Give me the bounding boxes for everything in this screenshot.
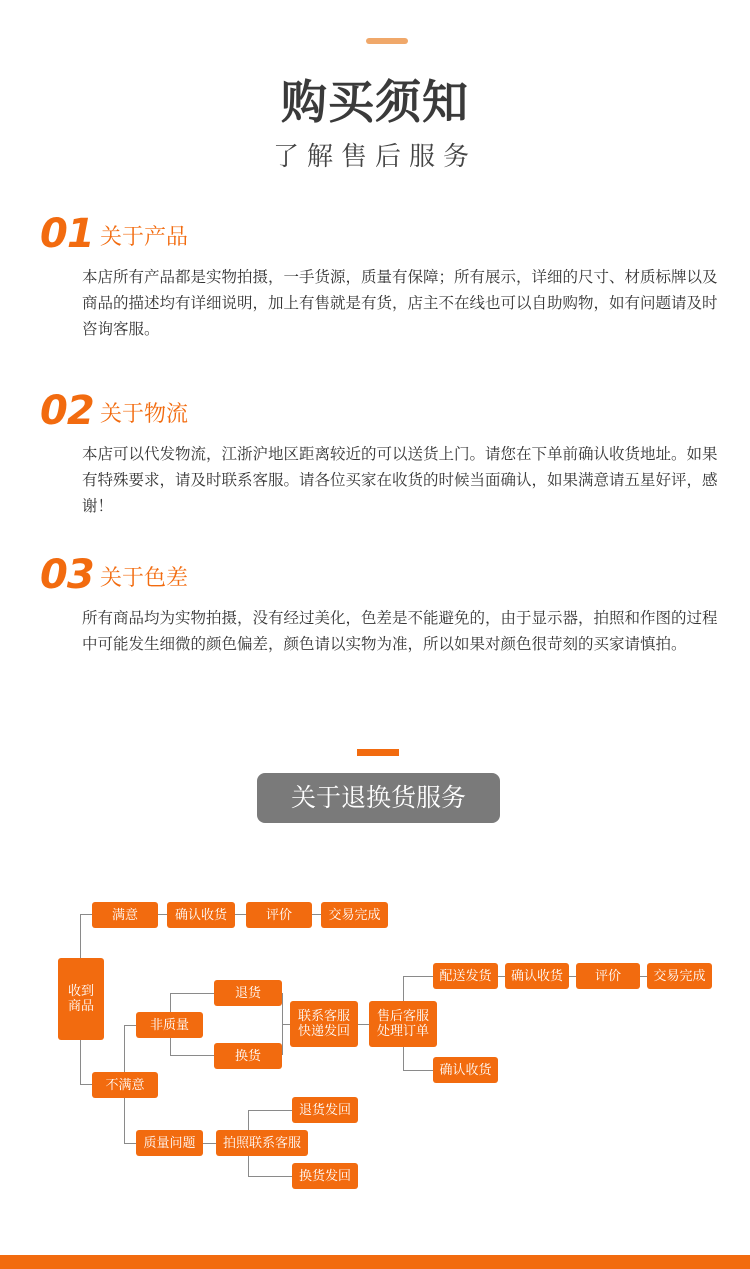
- node-ship: 配送发货: [433, 963, 498, 989]
- node-confirm-receipt: 确认收货: [167, 902, 235, 928]
- node-quality-issue: 质量问题: [136, 1130, 203, 1156]
- footer-accent-bar: [0, 1255, 750, 1269]
- connector: [158, 914, 167, 915]
- node-deal-done: 交易完成: [321, 902, 388, 928]
- page-title: 购买须知: [281, 75, 469, 129]
- node-return: 退货: [214, 980, 282, 1006]
- node-receive: 收到商品: [58, 958, 104, 1040]
- title-accent-bar: [366, 38, 408, 44]
- node-aftersale: 售后客服处理订单: [369, 1001, 437, 1047]
- connector: [312, 914, 321, 915]
- section-heading: 关于色差: [100, 566, 189, 591]
- section-logistics: [40, 389, 720, 519]
- connector: [170, 1055, 214, 1056]
- connector: [498, 976, 505, 977]
- connector: [569, 976, 576, 977]
- connector: [80, 1040, 81, 1084]
- node-unsatisfied: 不满意: [92, 1072, 158, 1098]
- connector: [248, 1110, 292, 1111]
- node-exchange: 换货: [214, 1043, 282, 1069]
- connector: [640, 976, 647, 977]
- node-return-back: 退货发回: [292, 1097, 358, 1123]
- node-deal-done: 交易完成: [647, 963, 712, 989]
- connector: [235, 914, 246, 915]
- section-number: 03: [40, 552, 94, 598]
- return-service-banner: 关于退换货服务: [257, 773, 500, 823]
- section-color: [40, 553, 720, 683]
- connector: [282, 1024, 290, 1025]
- connector: [403, 976, 433, 977]
- node-confirm-receipt: 确认收货: [505, 963, 569, 989]
- node-photo-contact: 拍照联系客服: [216, 1130, 308, 1156]
- banner-accent-bar: [357, 749, 399, 756]
- section-text: 本店可以代发物流，江浙沪地区距离较近的可以送货上门。请您在下单前确认收货地址。如果有特殊要求，请及时联系客服。请各位买家在收货的时候当面确认，如果满意请五星好评，感谢！: [82, 445, 718, 515]
- connector: [80, 1084, 92, 1085]
- section-heading: 关于物流: [100, 402, 189, 427]
- node-non-quality: 非质量: [136, 1012, 203, 1038]
- section-number: 02: [40, 388, 94, 434]
- connector: [80, 914, 81, 958]
- connector: [203, 1143, 216, 1144]
- connector: [403, 1070, 433, 1071]
- connector: [124, 1143, 136, 1144]
- section-product: [40, 212, 720, 342]
- node-confirm-receipt: 确认收货: [433, 1057, 498, 1083]
- page-subtitle: 了解售后服务: [272, 142, 477, 172]
- connector: [80, 914, 92, 915]
- connector: [358, 1024, 369, 1025]
- section-number: 01: [40, 211, 94, 257]
- connector: [170, 993, 214, 994]
- connector: [124, 1025, 136, 1026]
- node-contact-express: 联系客服快递发回: [290, 1001, 358, 1047]
- node-exchange-back: 换货发回: [292, 1163, 358, 1189]
- section-text: 所有商品均为实物拍摄，没有经过美化，色差是不能避免的，由于显示器，拍照和作图的过程中可能发生细微的颜色偏差，颜色请以实物为准，所以如果对颜色很苛刻的买家请慎拍。: [82, 609, 718, 653]
- connector: [248, 1176, 292, 1177]
- section-text: 本店所有产品都是实物拍摄，一手货源，质量有保障；所有展示，详细的尺寸、材质标牌以及商品的描述均有详细说明，加上有售就是有货，店主不在线也可以自助购物，如有问题请及时咨询客服。: [82, 268, 718, 338]
- return-flowchart: [0, 880, 750, 1200]
- node-satisfied: 满意: [92, 902, 158, 928]
- node-review: 评价: [576, 963, 640, 989]
- section-heading: 关于产品: [100, 225, 189, 250]
- node-review: 评价: [246, 902, 312, 928]
